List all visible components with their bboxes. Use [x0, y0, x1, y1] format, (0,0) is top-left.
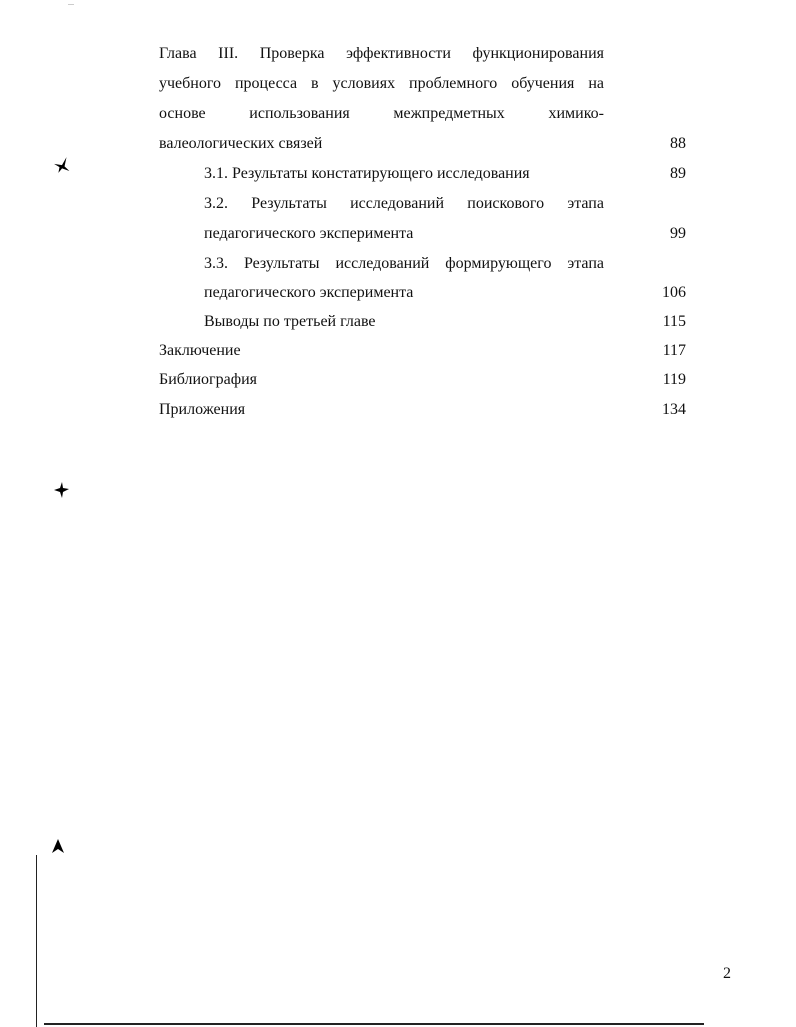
word: исследований: [335, 255, 430, 272]
toc-appendices: Приложения: [159, 401, 246, 418]
toc-section-3-2-line2: педагогического эксперимента: [204, 225, 414, 242]
word: химико-: [548, 105, 604, 122]
word: эффективности: [346, 45, 451, 62]
word: Результаты: [243, 255, 320, 272]
toc-chapter3-line2: [159, 74, 604, 94]
toc-bibliography-page: 119: [662, 371, 686, 388]
word: 3.3.: [204, 255, 228, 272]
word: учебного: [159, 75, 222, 92]
toc-chapter3-line1: [159, 44, 604, 64]
toc-chapter3-conclusions-page: 115: [662, 313, 686, 330]
word: III.: [218, 45, 239, 62]
binder-mark-icon: [52, 156, 73, 177]
scan-edge-bottom: [44, 1023, 704, 1025]
word: на: [588, 75, 604, 92]
word: исследований: [350, 195, 445, 212]
toc-chapter3-line3: [159, 104, 604, 124]
word: обучения: [511, 75, 575, 92]
word: основе: [159, 105, 206, 122]
word: в: [311, 75, 319, 92]
word: процесса: [234, 75, 298, 92]
word: Глава: [159, 45, 197, 62]
word: этапа: [567, 195, 604, 212]
binder-mark-icon: [53, 482, 69, 502]
binder-mark-icon: [50, 838, 66, 854]
page-number: 2: [723, 965, 731, 982]
toc-appendices-page: 134: [662, 401, 686, 418]
toc-section-3-3-line2: педагогического эксперимента: [204, 284, 414, 301]
word: этапа: [567, 255, 604, 272]
toc-section-3-1-page: 89: [670, 165, 686, 182]
word: условиях: [332, 75, 396, 92]
binder-mark-icon: [53, 482, 69, 498]
binder-mark-icon: [50, 838, 66, 858]
word: поискового: [467, 195, 545, 212]
toc-bibliography: Библиография: [159, 371, 257, 388]
toc-section-3-2-line1: [204, 194, 604, 214]
word: формирующего: [445, 255, 552, 272]
toc-section-3-2-page: 99: [670, 225, 686, 242]
word: использования: [249, 105, 350, 122]
toc-chapter3-line4: валеологических связей: [159, 135, 323, 152]
toc-section-3-3-line1: [204, 254, 604, 274]
word: проблемного: [409, 75, 498, 92]
word: функционирования: [472, 45, 604, 62]
toc-conclusion-page: 117: [662, 342, 686, 359]
binder-mark-icon: [52, 156, 74, 180]
word: 3.2.: [204, 195, 228, 212]
toc-chapter3-page: 88: [670, 135, 686, 152]
toc-section-3-3-page: 106: [662, 284, 686, 301]
toc-chapter3-conclusions: Выводы по третьей главе: [204, 313, 376, 330]
word: Проверка: [259, 45, 325, 62]
scan-edge-left: [36, 855, 37, 1027]
toc-conclusion: Заключение: [159, 342, 241, 359]
scan-speck: [68, 4, 74, 5]
word: межпредметных: [393, 105, 505, 122]
toc-section-3-1: 3.1. Результаты констатирующего исследования: [204, 165, 530, 182]
word: Результаты: [251, 195, 327, 212]
